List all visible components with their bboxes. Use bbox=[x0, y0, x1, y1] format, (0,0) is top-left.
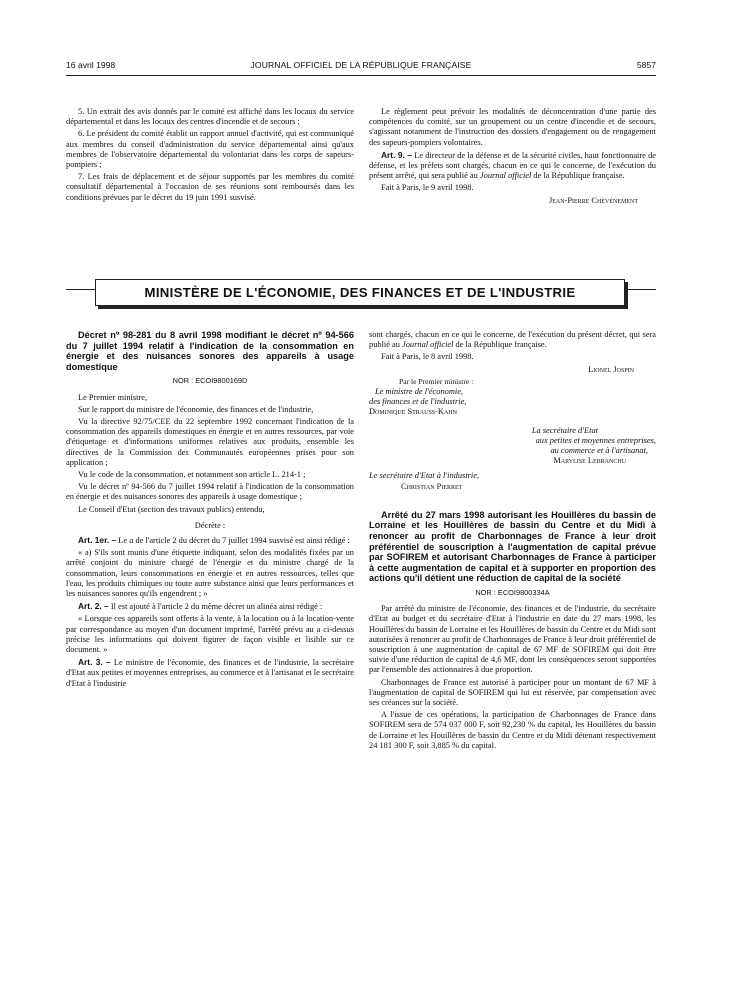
decree-nor: NOR : ECOI9800169D bbox=[172, 376, 248, 386]
minister-title-line2: des finances et de l'industrie, bbox=[369, 397, 467, 407]
article-9-label: Art. 9. – bbox=[381, 149, 412, 160]
secretary-title-line2: aux petites et moyennes entreprises, bbox=[535, 435, 656, 445]
decree-title: Décret nº 98-281 du 8 avril 1998 modifiant le décret nº 94-566 du 7 juillet 1994 relatif à l'indication de la consommation en énergie et des nuisances sonores des appareils à usage domestique bbox=[66, 330, 354, 372]
visa-conseil-etat: Le Conseil d'Etat (section des travaux publics) entendu, bbox=[78, 504, 265, 514]
banner-rule-left bbox=[66, 289, 95, 290]
article-3: Art. 3. – Le ministre de l'économie, des finances et de l'industrie, la secrétaire d'Etat aux petites et moyennes entreprises, au commerce et à l'artisanat et le secrétaire d'Etat à l'industrie bbox=[66, 657, 354, 688]
decree-fait: Fait à Paris, le 8 avril 1998. bbox=[381, 352, 474, 362]
industry-secretary-title: Le secrétaire d'Etat à l'industrie, bbox=[369, 471, 480, 481]
ministry-banner: MINISTÈRE DE L'ÉCONOMIE, DES FINANCES ET DE L'INDUSTRIE bbox=[95, 279, 625, 306]
top-right-column bbox=[369, 107, 656, 206]
decree-column bbox=[66, 330, 354, 691]
header-journal-title: JOURNAL OFFICIEL DE LA RÉPUBLIQUE FRANÇAISE bbox=[250, 60, 472, 70]
secretary-title-line1: La secrétaire d'Etat bbox=[531, 425, 598, 435]
decree-continuation: sont chargés, chacun en ce qui le concerne, de l'exécution du présent décret, qui sera publié au Journal officiel de la République française. bbox=[369, 330, 656, 350]
par-premier-ministre: Par le Premier ministre : bbox=[399, 376, 474, 386]
header-page-number: 5857 bbox=[636, 60, 656, 70]
intro-premier-ministre: Le Premier ministre, bbox=[78, 392, 148, 402]
header-date: 16 avril 1998 bbox=[66, 60, 116, 70]
minister-title-line1: Le ministre de l'économie, bbox=[375, 387, 464, 397]
regulation-paragraph: Le règlement peut prévoir les modalités de déconcentration d'une partie des compétences du comité, sur un groupement ou un centre d'incendie et de secours, s'agissant notamment de l'instruction des dossiers d'engagement ou de rengagement des sapeurs-pompiers volontaires. bbox=[369, 107, 656, 147]
fait-a-paris: Fait à Paris, le 9 avril 1998. bbox=[381, 183, 474, 193]
signature-premier-ministre: Lionel Jospin bbox=[588, 364, 634, 374]
visa-code: Vu le code de la consommation, et notamment son article L. 214-1 ; bbox=[78, 470, 306, 479]
paragraph-6: 6. Le président du comité établit un rapport annuel d'activité, qui est communiqué aux membres du conseil d'administration du service départemental ainsi qu'aux membres de l'observatoire départemental du volontariat dans les corps de sapeurs-pompiers ; bbox=[66, 129, 354, 170]
article-1-label: Art. 1er. – bbox=[78, 535, 117, 546]
article-2-quote: « Lorsque ces appareils sont offerts à la vente, à la location ou à la location-vente par correspondance au moyen d'un document imprimé, l'arrêté prévu au a ci-dessus précise les informations qui doivent figurer de façon visible et lisible sur ce document. » bbox=[66, 614, 354, 655]
arrete-title: Arrêté du 27 mars 1998 autorisant les Houillères du bassin de Lorraine et les Houillères de bassin du Centre et du Midi à renoncer au profit de Charbonnages de France à leur droit préférentiel de souscription à l'augmentation de capital prévue par SOFIREM et autorisant Charbonnages de France à participer à cette augmentation de capital et à supporter en proportion des actions qu'il détient une réduction de capital de la société bbox=[369, 509, 656, 584]
secretary-title-line3: au commerce et à l'artisanat, bbox=[550, 446, 648, 456]
article-1: Art. 1er. – Le a de l'article 2 du décret du 7 juillet 1994 susvisé est ainsi rédigé : bbox=[78, 535, 350, 546]
page-header bbox=[66, 60, 656, 74]
paragraph-5: 5. Un extrait des avis donnés par le comité est affiché dans les locaux du service départemental et dans les locaux des centres d'incendie et de secours ; bbox=[66, 107, 354, 127]
visa-decret: Vu le décret nº 94-566 du 7 juillet 1994 relatif à l'indication de la consommation en énergie et des nuisances sonores des appareils à usage domestique ; bbox=[66, 482, 354, 502]
header-rule bbox=[66, 75, 656, 76]
article-9: Art. 9. – Le directeur de la défense et de la sécurité civiles, haut fonctionnaire de défense, et les préfets sont chargés, chacun en ce qui le concerne, de l'exécution du présent arrêté, qui sera publié au Journal officiel de la République française. bbox=[369, 149, 656, 181]
secretary-name: Marylise Lebranchu bbox=[553, 456, 626, 466]
arrete-paragraph-2: Charbonnages de France est autorisé à participer pour un montant de 67 MF à l'augmentation de capital de SOFIREM qui lui est réservée, par compensation avec ses créances sur la société. bbox=[369, 677, 656, 708]
arrete-paragraph-3: A l'issue de ces opérations, la participation de Charbonnages de France dans SOFIREM sera de 574 037 000 F, soit 92,230 % du capital, les Houillères du bassin de Lorraine et les Houillères de bassin du Centre et du Midi détenant respectivement 24 181 300 F, soit 3,885 % du capital. bbox=[369, 710, 656, 750]
decrete: Décrète : bbox=[194, 520, 226, 530]
signature: Jean-Pierre Chevènement bbox=[548, 195, 638, 205]
article-2-label: Art. 2. – bbox=[78, 601, 109, 612]
industry-secretary-name: Christian Pierret bbox=[401, 481, 463, 491]
article-1-quote: « a) S'ils sont munis d'une étiquette indiquant, selon des modalités fixées par un arrêté conjoint du ministre chargé de l'énergie et du ministre chargé de la consommation, leurs consommations en énergie et en autres ressources, telles que l'eau, les produits chimiques ou toute autre substance ainsi que leurs performances et les nuisances sonores qu'ils engendrent ; » bbox=[66, 548, 354, 599]
arrete-paragraph-1: Par arrêté du ministre de l'économie, des finances et de l'industrie, du secrétaire d'Etat au budget et du secrétaire d'Etat à l'industrie en date du 27 mars 1998, les Houillères du bassin de Lorraine et les Houillères de bassin du Centre et du Midi sont autorisées à renoncer au profit de Charbonnages de France à leur droit préférentiel de souscription à une augmentation de capital de 67 MF de SOFIREM qui doit être suivie d'une réduction de capital de 4,6 MF, dont les conséquences seront supportées par l'ensemble des actionnaires à due proportion. bbox=[369, 604, 656, 675]
visa-directive: Vu la directive 92/75/CEE du 22 septembre 1992 concernant l'indication de la consommation des appareils domestiques en énergie et en autres ressources, par voie d'étiquetage et d'informations uniformes relatives aux produits, ensemble les directives de la Commission des Communautés européennes prises pour son application ; bbox=[66, 416, 354, 467]
minister-name: Dominique Strauss-Kahn bbox=[369, 407, 457, 417]
article-3-label: Art. 3. – bbox=[78, 657, 111, 668]
intro-rapport: Sur le rapport du ministre de l'économie, des finances et de l'industrie, bbox=[78, 404, 314, 414]
paragraph-7: 7. Les frais de déplacement et de séjour supportés par les membres du comité consultatif départemental à l'occasion de ses réunions sont remboursés dans les conditions prévues par le décret du 19 juin 1991 susvisé. bbox=[66, 172, 354, 202]
decree-continuation-column bbox=[369, 330, 656, 753]
banner-rule-right bbox=[627, 289, 656, 290]
top-left-column bbox=[66, 107, 354, 205]
journal-officiel-ref: Journal officiel bbox=[479, 171, 532, 181]
article-2: Art. 2. – Il est ajouté à l'article 2 du même décret un alinéa ainsi rédigé : bbox=[78, 601, 323, 612]
arrete-nor: NOR : ECOI9800334A bbox=[475, 588, 550, 597]
